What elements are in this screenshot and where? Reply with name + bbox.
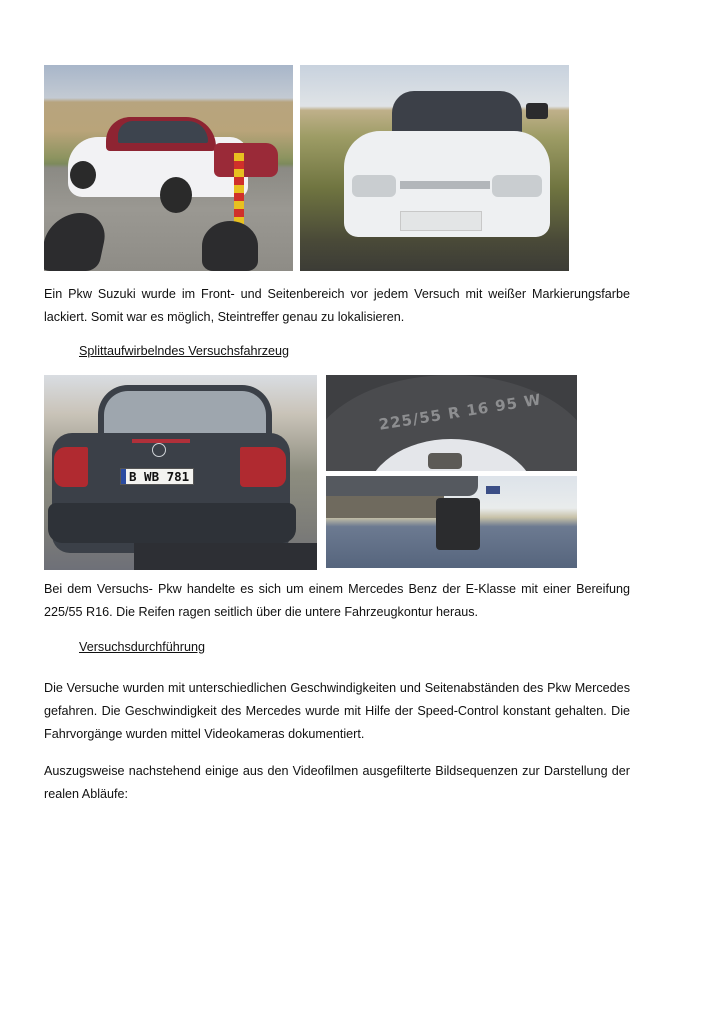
paragraph-suzuki-marking: Ein Pkw Suzuki wurde im Front- und Seitenbereich vor jedem Versuch mit weißer Markierungsfarbe lackiert. Somit war es möglich, Steintreffer genau zu lokalisieren. [44, 287, 630, 324]
photo-tire-underbody [326, 476, 577, 568]
suzuki-headlight-right [492, 175, 542, 197]
paragraph-image-sequences: Auszugsweise nachstehend einige aus den Videofilmen ausgefilterte Bildsequenzen zur Darstellung der realen Abläufe: [44, 764, 630, 801]
photo-suzuki-front [300, 65, 569, 271]
suzuki-windows [118, 121, 208, 143]
suzuki-wheel-rear [160, 177, 192, 213]
photo-tire-sidewall [326, 375, 577, 471]
exhaust-area [326, 496, 444, 518]
distant-truck [486, 486, 500, 494]
suzuki-headlight-left [352, 175, 396, 197]
heading-test-procedure: Versuchsdurchführung [79, 640, 206, 654]
mercedes-taillight-right [240, 447, 286, 487]
mercedes-star-emblem [152, 443, 166, 457]
photographer-shadow-left [44, 213, 110, 271]
suzuki-front-windshield [392, 91, 522, 133]
heading-test-vehicle: Splittaufwirbelndes Versuchsfahrzeug [79, 344, 290, 358]
paragraph-mercedes-description: Bei dem Versuchs- Pkw handelte es sich um einem Mercedes Benz der E-Klasse mit einer Bereifung 225/55 R16. Die Reifen ragen seitlich über die untere Fahrzeugkontur heraus. [44, 582, 630, 619]
photographer-shadow-right [202, 221, 258, 271]
mercedes-bumper [48, 503, 296, 543]
photo-suzuki-side [44, 65, 293, 271]
photo-mercedes-rear [44, 375, 317, 570]
suzuki-grille [400, 181, 490, 189]
suzuki-wheel-front [70, 161, 96, 189]
protruding-tire [436, 498, 480, 550]
suzuki-trunk-red [214, 143, 278, 177]
mercedes-taillight-left [54, 447, 88, 487]
distant-vehicle [526, 103, 548, 119]
tire-size-marking: 225/55 R 16 95 W [377, 390, 543, 434]
vehicle-underbody [326, 476, 478, 496]
paragraph-test-procedure: Die Versuche wurden mit unterschiedlichen Geschwindigkeiten und Seitenabständen des Pkw Mercedes gefahren. Die Geschwindigkeit des Mercedes wurde mit Hilfe der Speed-Control konstant gehalten. Die Fahrvorgänge wurden mittel Videokameras dokumentiert. [44, 681, 630, 741]
valve-cap [428, 453, 462, 469]
suzuki-plate-blank [400, 211, 482, 231]
license-plate: B WB 781 [120, 468, 194, 485]
road-shadow [134, 543, 317, 570]
